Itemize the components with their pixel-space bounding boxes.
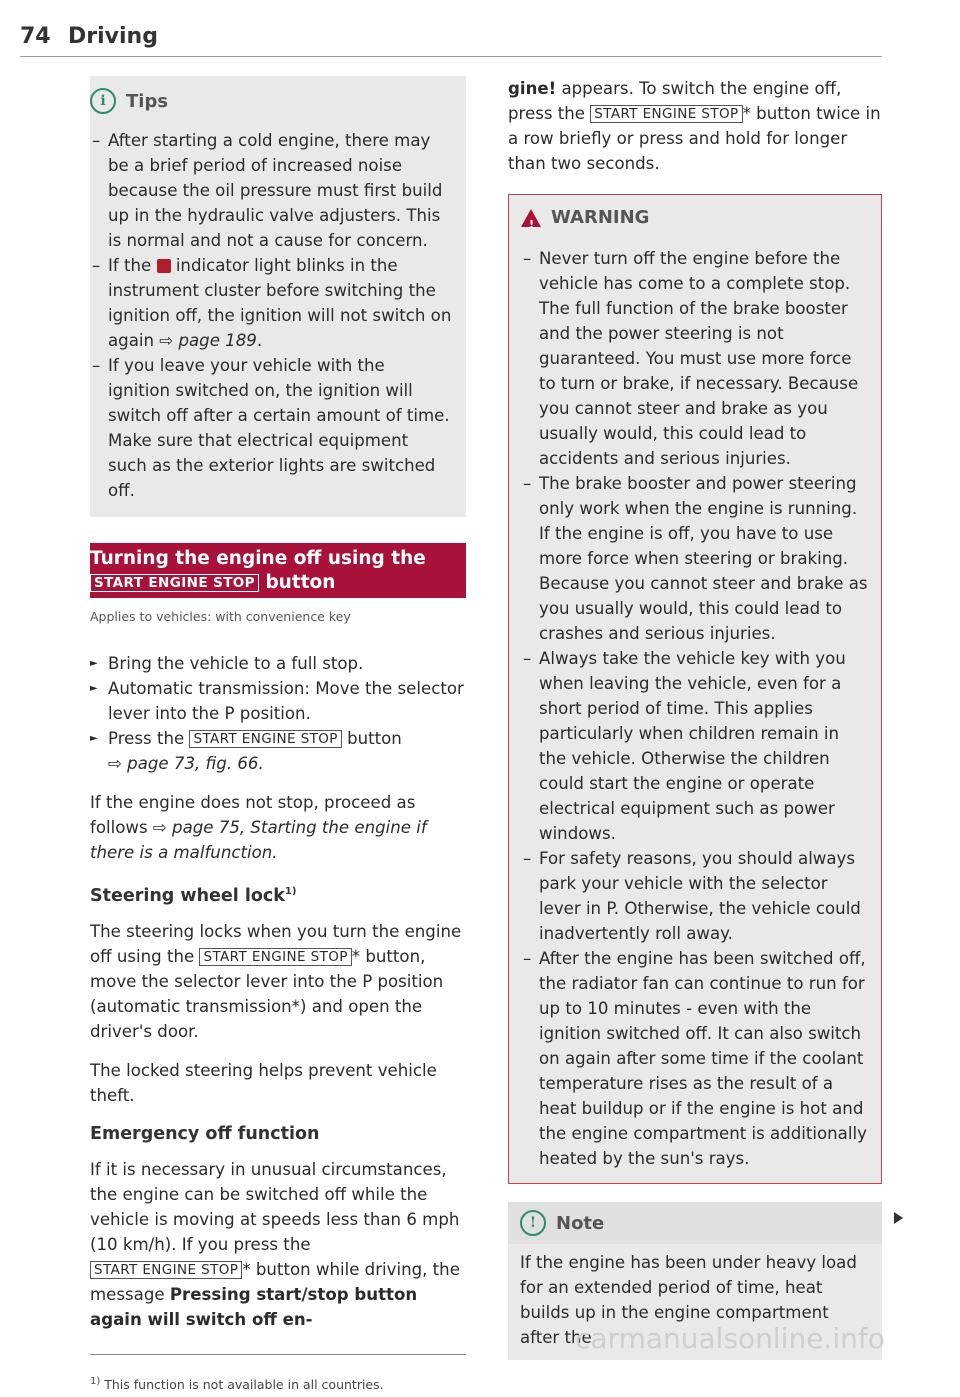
tips-item-text: indicator light blinks in the instrument cluster before switching the ignition off, the ignition will not switch on again xyxy=(108,256,452,350)
steering-lock-heading xyxy=(90,879,466,909)
step-text: Automatic transmission: Move the selector lever into the P position. xyxy=(108,679,464,723)
note-body: If the engine has been under heavy load for an extended period of time, heat builds up in the engine compartment after the xyxy=(520,1253,857,1347)
oil-pressure-indicator-icon xyxy=(157,259,171,273)
tips-item-text: If the xyxy=(108,256,152,275)
tips-item-text: If you leave your vehicle with the ignition switched on, the ignition will switch off after a certain amount of time. Make sure that electrical equipment such as the exterior lights are switched off. xyxy=(108,356,450,500)
emergency-paragraph xyxy=(90,1157,466,1332)
footnote-text: This function is not available in all countries. xyxy=(104,1376,384,1392)
page-reference-link[interactable]: ⇨ page 73, fig. 66. xyxy=(108,754,264,773)
warning-item: – For safety reasons, you should always park your vehicle with the selector lever in P. Otherwise, the vehicle could inadvertently roll away. xyxy=(521,846,869,946)
start-engine-stop-key: START ENGINE STOP xyxy=(590,105,742,123)
emergency-off-heading: Emergency off function xyxy=(90,1123,320,1144)
footnote-marker: 1) xyxy=(90,1375,101,1387)
page-number: 74 xyxy=(20,24,51,49)
message-text: gine! xyxy=(508,79,557,98)
step-item xyxy=(90,726,466,776)
tips-list xyxy=(90,128,452,503)
tips-item: – If the indicator light blinks in the instrument cluster before switching the ignition off, the ignition will not switch on again ⇨ page 189. xyxy=(90,253,452,353)
footnote xyxy=(90,1354,466,1397)
tips-header xyxy=(90,88,452,114)
warning-body xyxy=(509,240,881,1183)
section-title: Driving xyxy=(68,24,158,49)
warning-icon: ! xyxy=(521,209,541,227)
step-item xyxy=(90,651,466,676)
start-engine-stop-key: START ENGINE STOP xyxy=(199,948,351,966)
warning-item: – Never turn off the engine before the vehicle has come to a complete stop. The full function of the brake booster and the power steering is not guaranteed. You must use more force to turn or brake, if necessary. Because you cannot steer and brake as you usually would, this could lead to accidents and serious injuries. xyxy=(521,246,869,471)
heading-text: Steering wheel lock xyxy=(90,885,285,906)
note-header xyxy=(508,1202,882,1244)
tips-item xyxy=(90,353,452,503)
right-column xyxy=(508,76,882,1360)
section-heading xyxy=(90,543,466,598)
paragraph-text: appears. To switch the engine off, press the xyxy=(508,79,842,123)
message-text: Pressing start/stop button again will switch off en- xyxy=(90,1284,418,1329)
step-text: Bring the vehicle to a full stop. xyxy=(108,654,364,673)
steps-list xyxy=(90,651,466,776)
not-stop-paragraph xyxy=(90,790,466,865)
steering-paragraph xyxy=(90,919,466,1044)
info-icon: i xyxy=(90,88,116,114)
step-text: button xyxy=(347,729,402,748)
continue-arrow-icon xyxy=(894,1212,903,1224)
section-heading-line2: button xyxy=(265,572,336,593)
warning-item: – After the engine has been switched off, the radiator fan can continue to run for up to 10 minutes - even with the ignition switched off. It can also switch on again after some time if the coolant temperature rises as the result of a heat buildup or if the engine is hot and the engine compartment is additionally heated by the sun's rays. xyxy=(521,946,869,1171)
page-header xyxy=(20,22,882,57)
applies-note: Applies to vehicles: with convenience key xyxy=(90,609,351,624)
step-text: Press the xyxy=(108,729,185,748)
paragraph-text: * button, move the selector lever into the P position (automatic transmission*) and open the driver's door. xyxy=(90,946,444,1041)
step-item xyxy=(90,676,466,726)
start-engine-stop-key: START ENGINE STOP xyxy=(90,1261,242,1279)
section-heading-line1: Turning the engine off using the xyxy=(90,548,426,569)
warning-list xyxy=(521,246,869,1171)
warning-box xyxy=(508,194,882,1184)
warning-header xyxy=(509,195,881,240)
tips-title: Tips xyxy=(126,90,169,112)
steering-theft-paragraph: The locked steering helps prevent vehicle theft. xyxy=(90,1060,437,1105)
paragraph-text: * button twice in a row briefly or press and hold for longer than two seconds. xyxy=(508,104,881,173)
footnote-marker: 1) xyxy=(284,886,297,897)
page-reference-link[interactable]: ⇨ page 75, Starting the engine if there is a malfunction. xyxy=(90,818,427,862)
paragraph-text: If it is necessary in unusual circumstances, the engine can be switched off while the vehicle is moving at speeds less than 6 mph (10 km/h). If you press the xyxy=(90,1159,460,1254)
paragraph-text: * button while driving, the message xyxy=(90,1259,460,1304)
warning-item: – The brake booster and power steering only work when the engine is running. If the engine is off, you have to use more force when steering or braking. Because you cannot steer and brake as you usually would, this could lead to crashes and serious injuries. xyxy=(521,471,869,646)
paragraph-text: If the engine does not stop, proceed as follows xyxy=(90,793,416,837)
warning-item: – Always take the vehicle key with you when leaving the vehicle, even for a short period of time. This applies particularly when children remain in the vehicle. Otherwise the children could start the engine or operate electrical equipment such as power windows. xyxy=(521,646,869,846)
left-column xyxy=(90,76,466,1397)
warning-title: WARNING xyxy=(551,207,650,228)
exclamation-icon: ! xyxy=(520,1210,546,1236)
page-reference-link[interactable]: ⇨ page 189 xyxy=(159,331,257,350)
paragraph-text: The steering locks when you turn the engine off using the xyxy=(90,921,462,966)
tips-item-text: After starting a cold engine, there may be a brief period of increased noise because the oil pressure must first build up in the hydraulic valve adjusters. This is normal and not a cause for concern. xyxy=(108,131,443,250)
tips-item xyxy=(90,128,452,253)
watermark: carmanualsonline.info xyxy=(575,1322,885,1355)
tips-box xyxy=(90,76,466,517)
continued-paragraph xyxy=(508,76,882,176)
start-engine-stop-key: START ENGINE STOP xyxy=(189,730,341,748)
note-title: Note xyxy=(556,1212,605,1234)
start-engine-stop-key: START ENGINE STOP xyxy=(90,574,259,592)
